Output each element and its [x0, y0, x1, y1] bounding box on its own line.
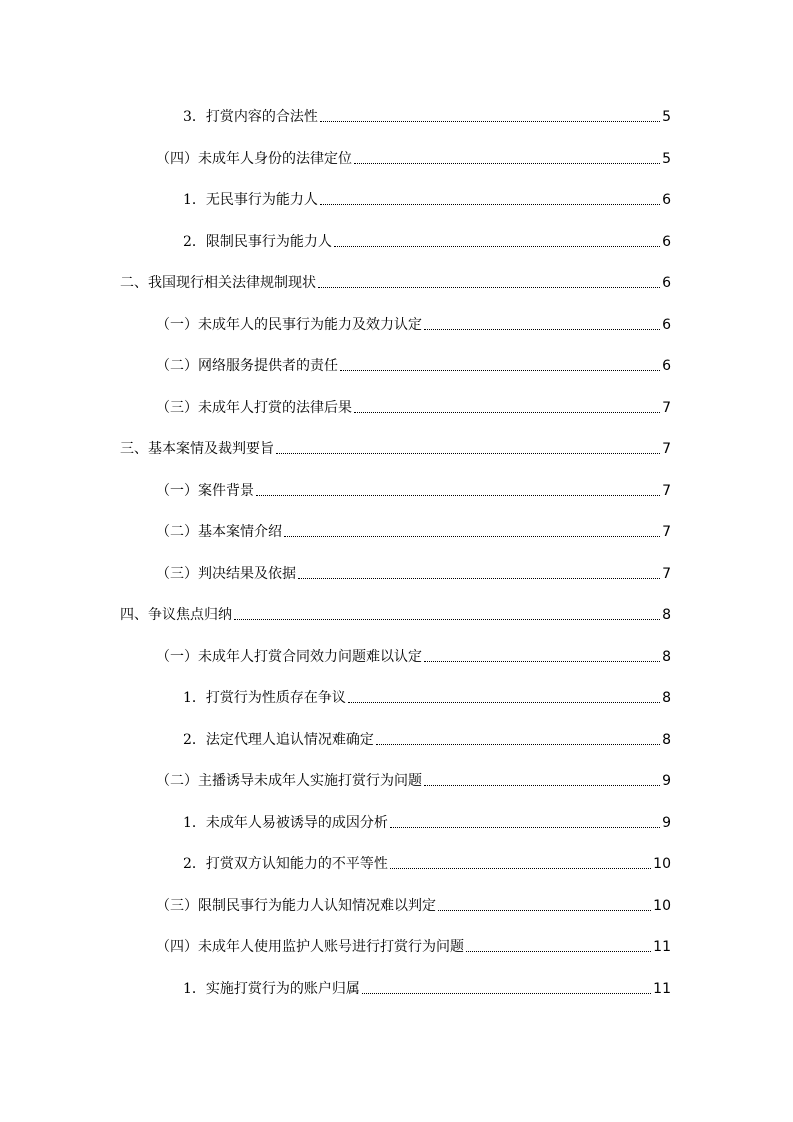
toc-entry[interactable]: [156, 644, 671, 666]
toc-entry-title: （一）案件背景: [156, 483, 254, 499]
toc-entry[interactable]: [183, 685, 671, 707]
toc-entry[interactable]: [156, 353, 671, 375]
toc-entry-page: 6: [662, 358, 671, 374]
toc-entry[interactable]: [183, 976, 671, 998]
toc-dot-leader: [354, 412, 660, 413]
toc-dot-leader: [334, 246, 660, 247]
toc-entry-title: （三）限制民事行为能力人认知情况难以判定: [156, 898, 436, 914]
toc-entry-page: 5: [662, 151, 671, 167]
toc-entry-title: （三）未成年人打赏的法律后果: [156, 400, 352, 416]
toc-entry-page: 6: [662, 192, 671, 208]
toc-entry[interactable]: [183, 727, 671, 749]
toc-dot-leader: [424, 661, 660, 662]
toc-entry[interactable]: [183, 810, 671, 832]
toc-entry-title: 二、我国现行相关法律规制现状: [120, 275, 316, 291]
toc-dot-leader: [256, 495, 660, 496]
toc-entry[interactable]: [156, 312, 671, 334]
toc-dot-leader: [348, 702, 660, 703]
toc-dot-leader: [354, 163, 660, 164]
toc-entry[interactable]: [183, 104, 671, 126]
toc-entry[interactable]: [120, 270, 671, 292]
toc-entry-page: 5: [662, 109, 671, 125]
toc-entry-title: （一）未成年人的民事行为能力及效力认定: [156, 317, 422, 333]
toc-dot-leader: [424, 329, 660, 330]
toc-entry-page: 11: [653, 981, 671, 997]
toc-entry-page: 8: [662, 690, 671, 706]
toc-entry-title: 2．限制民事行为能力人: [183, 234, 332, 250]
toc-entry-title: （二）基本案情介绍: [156, 524, 282, 540]
toc-entry-page: 8: [662, 607, 671, 623]
toc-dot-leader: [234, 619, 660, 620]
toc-dot-leader: [466, 951, 651, 952]
toc-dot-leader: [320, 204, 660, 205]
toc-entry[interactable]: [120, 602, 671, 624]
toc-entry-page: 7: [662, 400, 671, 416]
toc-entry-title: 2．打赏双方认知能力的不平等性: [183, 856, 388, 872]
toc-dot-leader: [318, 287, 660, 288]
toc-dot-leader: [284, 536, 660, 537]
toc-entry-title: （二）主播诱导未成年人实施打赏行为问题: [156, 773, 422, 789]
toc-entry-title: （一）未成年人打赏合同效力问题难以认定: [156, 649, 422, 665]
toc-entry-title: 1．实施打赏行为的账户归属: [183, 981, 360, 997]
toc-entry-page: 10: [653, 898, 671, 914]
toc-entry-title: （四）未成年人身份的法律定位: [156, 151, 352, 167]
toc-entry-page: 8: [662, 649, 671, 665]
toc-entry[interactable]: [156, 768, 671, 790]
toc-entry[interactable]: [156, 561, 671, 583]
toc-entry[interactable]: [156, 934, 671, 956]
toc-dot-leader: [276, 453, 660, 454]
toc-entry-title: （三）判决结果及依据: [156, 566, 296, 582]
toc-entry-title: 3．打赏内容的合法性: [183, 109, 318, 125]
toc-dot-leader: [438, 910, 651, 911]
toc-entry-title: 1．打赏行为性质存在争议: [183, 690, 346, 706]
toc-entry-page: 7: [662, 441, 671, 457]
toc-dot-leader: [340, 370, 660, 371]
toc-entry-page: 7: [662, 566, 671, 582]
toc-entry-page: 11: [653, 939, 671, 955]
toc-entry-title: 四、争议焦点归纳: [120, 607, 232, 623]
toc-entry-page: 6: [662, 275, 671, 291]
toc-entry[interactable]: [183, 229, 671, 251]
toc-entry-title: 1．未成年人易被诱导的成因分析: [183, 815, 388, 831]
toc-entry-page: 7: [662, 483, 671, 499]
toc-dot-leader: [362, 993, 651, 994]
toc-entry[interactable]: [156, 395, 671, 417]
toc-entry[interactable]: [183, 851, 671, 873]
toc-entry-page: 9: [662, 815, 671, 831]
toc-entry-page: 6: [662, 317, 671, 333]
toc-entry-page: 9: [662, 773, 671, 789]
toc-entry-page: 10: [653, 856, 671, 872]
toc-entry[interactable]: [120, 436, 671, 458]
toc-entry-page: 8: [662, 732, 671, 748]
toc-entry-title: （二）网络服务提供者的责任: [156, 358, 338, 374]
toc-entry[interactable]: [156, 146, 671, 168]
toc-entry[interactable]: [156, 478, 671, 500]
toc-entry-title: 1．无民事行为能力人: [183, 192, 318, 208]
toc-entry[interactable]: [183, 187, 671, 209]
toc-dot-leader: [376, 744, 660, 745]
toc-entry-title: （四）未成年人使用监护人账号进行打赏行为问题: [156, 939, 464, 955]
toc-dot-leader: [424, 785, 660, 786]
toc-entry[interactable]: [156, 519, 671, 541]
toc-entry-page: 7: [662, 524, 671, 540]
toc-dot-leader: [320, 121, 660, 122]
toc-entry[interactable]: [156, 893, 671, 915]
toc-dot-leader: [390, 827, 660, 828]
toc-entry-title: 2．法定代理人追认情况难确定: [183, 732, 374, 748]
toc-entry-title: 三、基本案情及裁判要旨: [120, 441, 274, 457]
toc-dot-leader: [298, 578, 660, 579]
toc-entry-page: 6: [662, 234, 671, 250]
toc-dot-leader: [390, 868, 651, 869]
